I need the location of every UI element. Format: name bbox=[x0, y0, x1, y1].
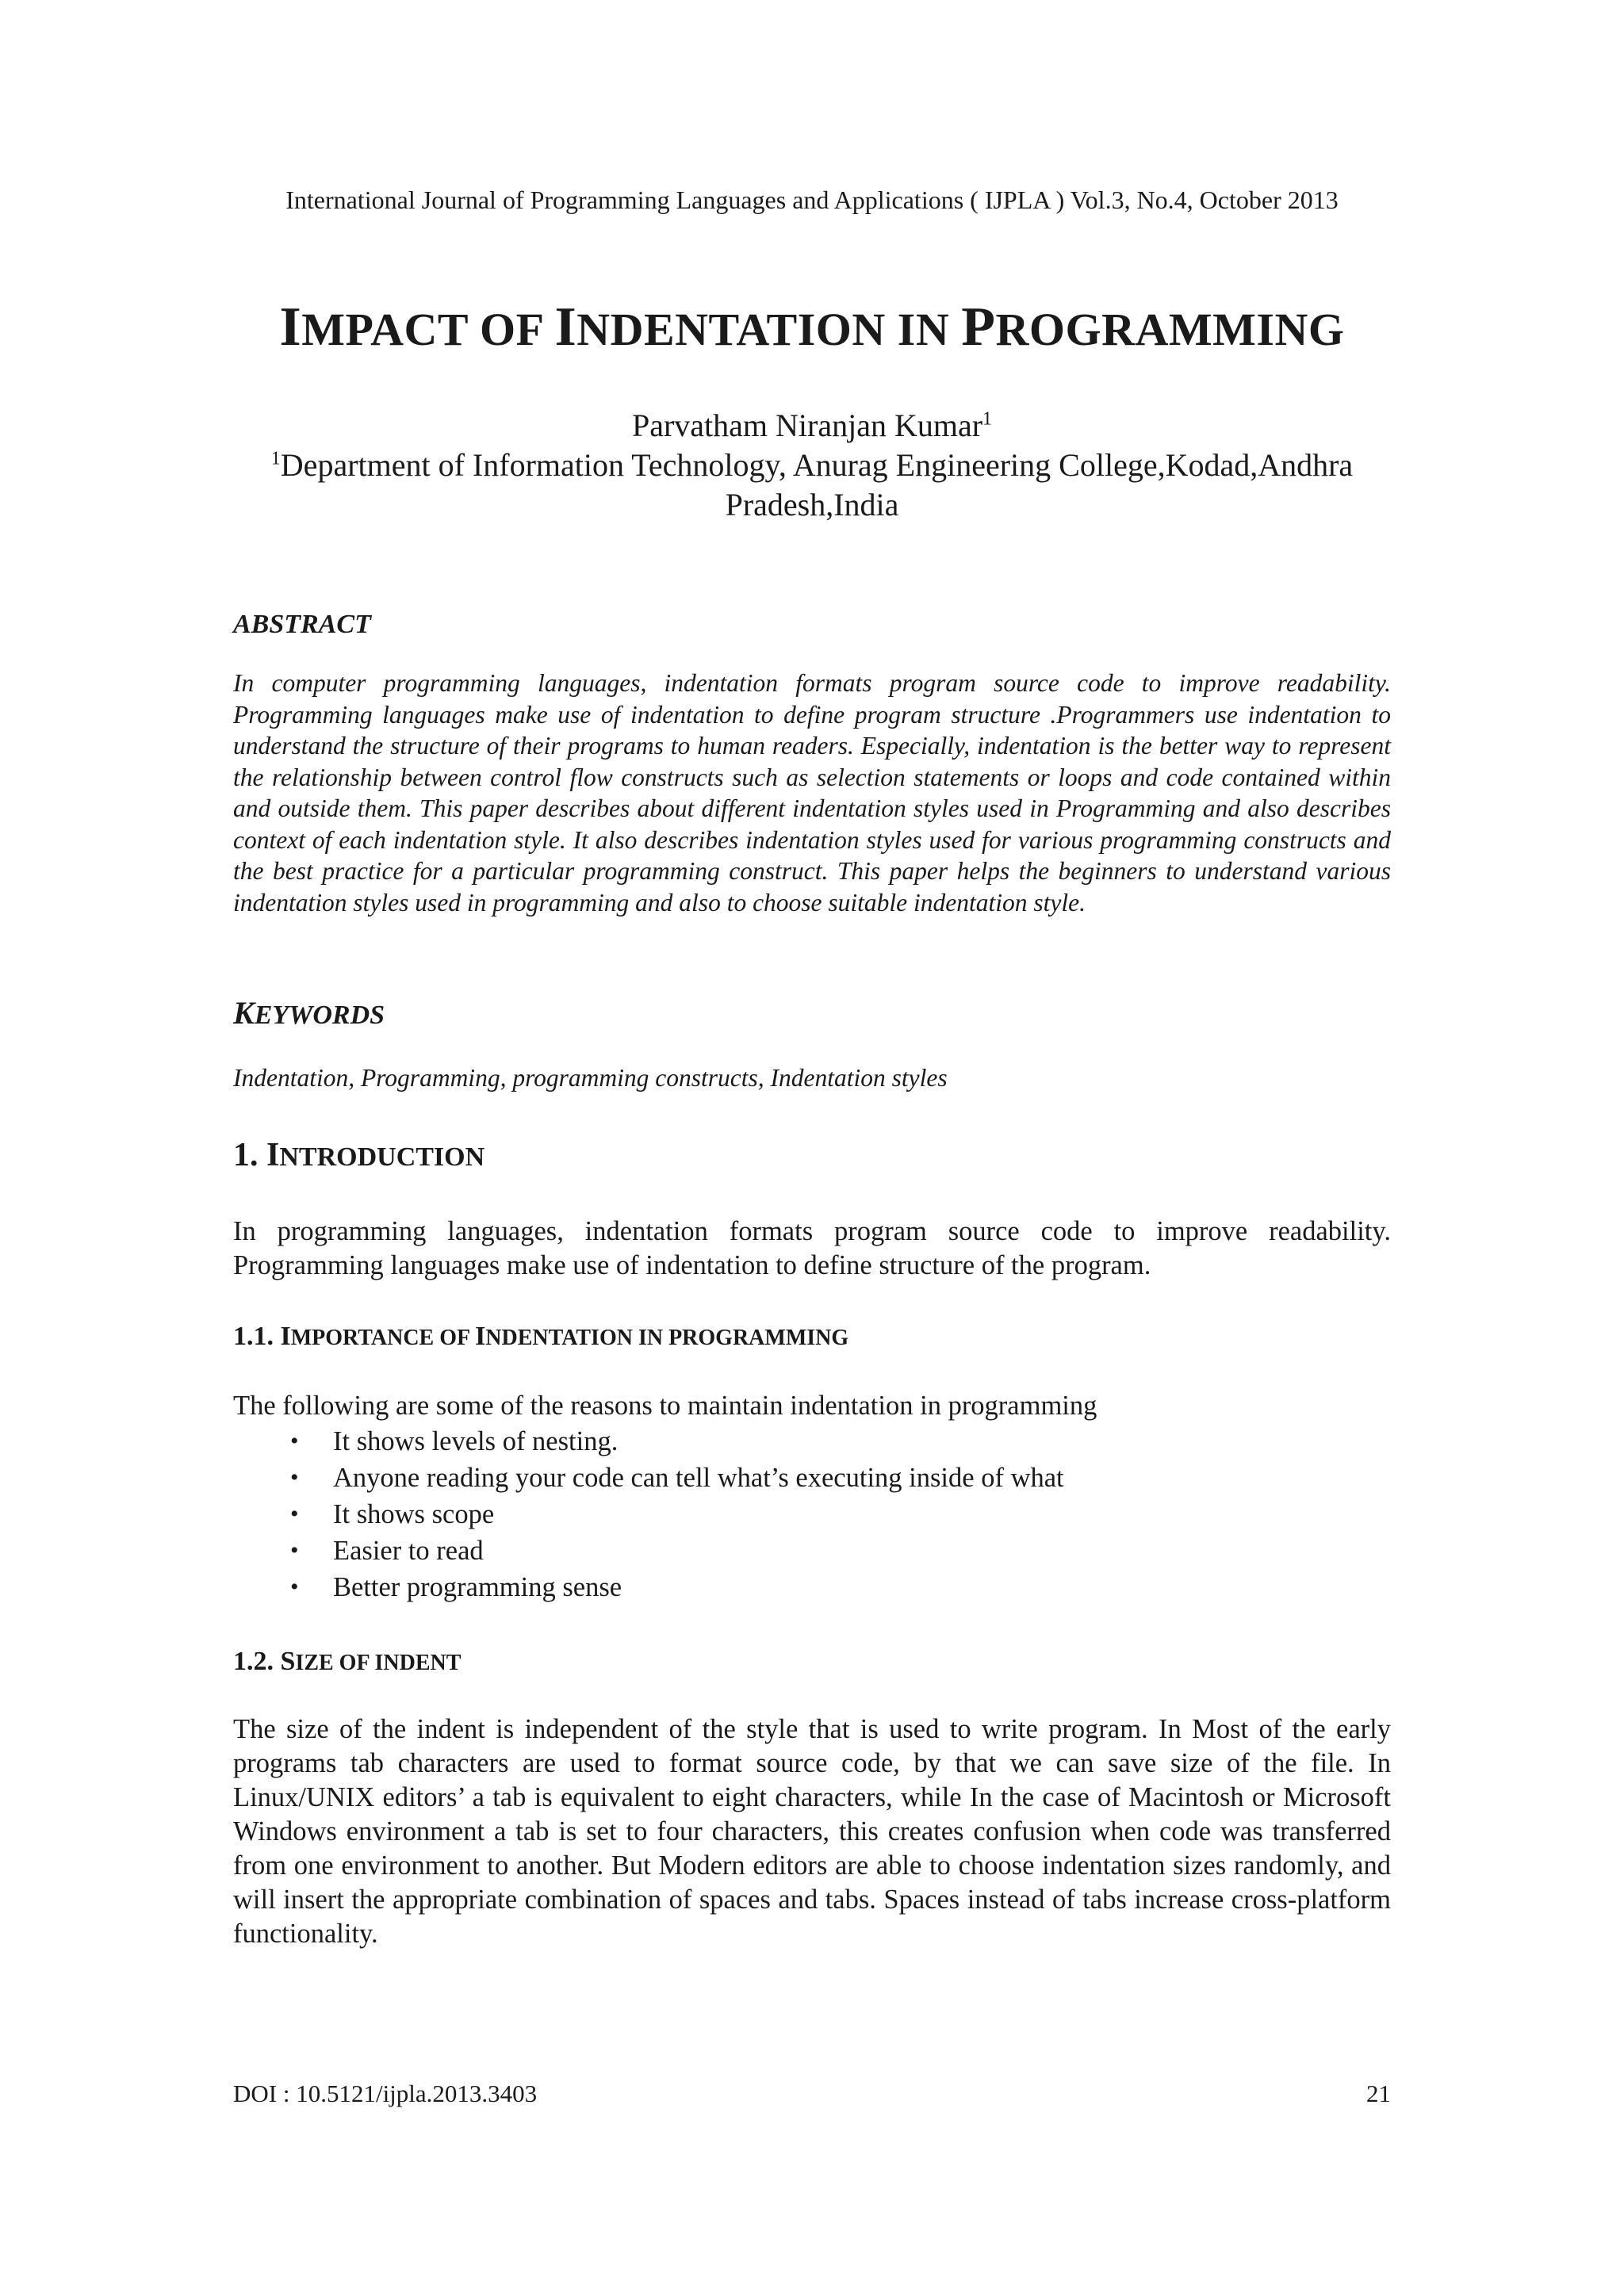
page-number: 21 bbox=[1366, 2080, 1391, 2107]
size-of-indent-body bbox=[233, 1712, 1391, 1951]
author-name: Parvatham Niranjan Kumar bbox=[631, 408, 983, 443]
introduction-number: 1. bbox=[233, 1137, 266, 1173]
introduction-heading-rest: NTRODUCTION bbox=[279, 1142, 485, 1172]
bullet-dot-icon: • bbox=[290, 1574, 299, 1600]
bullet-item bbox=[233, 1423, 1391, 1460]
importance-section bbox=[233, 1322, 1391, 1353]
author-affiliation-mark: 1 bbox=[982, 408, 993, 430]
doi-text: DOI : 10.5121/ijpla.2013.3403 bbox=[233, 2080, 538, 2107]
importance-intro: The following are some of the reasons to maintain indentation in programming bbox=[233, 1391, 1097, 1421]
abstract-section bbox=[233, 609, 1391, 641]
title-cap-3: P bbox=[961, 297, 996, 358]
bullet-item bbox=[233, 1460, 1391, 1496]
introduction-section bbox=[233, 1138, 1391, 1174]
author-line bbox=[206, 406, 1418, 446]
title-rest-1: MPACT OF bbox=[301, 304, 555, 355]
size-of-indent-section bbox=[233, 1647, 1391, 1678]
importance-bullet-list bbox=[233, 1423, 1391, 1605]
importance-rest-1: MPORTANCE OF bbox=[290, 1326, 476, 1350]
importance-cap-2: I bbox=[475, 1322, 486, 1351]
affiliation-line-1 bbox=[206, 446, 1418, 485]
keywords-text: Indentation, Programming, programming constructs, Indentation styles bbox=[233, 1064, 948, 1092]
size-of-indent-text: The size of the indent is independent of the style that is used to write program. In Most of the early programs tab characters are used to format source code, by that we can save size of the file. In Linux/UNIX editors’ a tab is equivalent to eight characters, while In the case of Macintosh or Microsoft Windows environment a tab is set to four characters, this creates confusion when code was transferred from one environment to another. But Modern editors are able to choose indentation sizes randomly, and will insert the appropriate combination of spaces and tabs. Spaces instead of tabs increase cross-platform functionality. bbox=[233, 1714, 1391, 1949]
title-cap-1: I bbox=[279, 297, 302, 358]
size-of-indent-rest: IZE OF INDENT bbox=[295, 1651, 462, 1675]
importance-number: 1.1. bbox=[233, 1322, 281, 1351]
bullet-dot-icon: • bbox=[290, 1464, 299, 1490]
abstract-heading: ABSTRACT bbox=[233, 610, 371, 639]
keywords-heading-cap: K bbox=[233, 995, 255, 1031]
size-of-indent-number: 1.2. bbox=[233, 1647, 281, 1676]
importance-cap-1: I bbox=[280, 1322, 291, 1351]
bullet-item bbox=[233, 1496, 1391, 1533]
bullet-item bbox=[233, 1569, 1391, 1605]
introduction-text: In programming languages, indentation formats program source code to improve readability. Programming languages make use of indentation to define structure of the program. bbox=[233, 1216, 1391, 1280]
size-of-indent-cap: S bbox=[280, 1647, 296, 1676]
keywords-section bbox=[233, 997, 1391, 1031]
title-rest-3: ROGRAMMING bbox=[995, 304, 1345, 355]
keywords-heading bbox=[233, 997, 1391, 1031]
size-of-indent-heading bbox=[233, 1647, 1391, 1678]
importance-heading bbox=[233, 1322, 1391, 1353]
importance-rest-2: NDENTATION IN PROGRAMMING bbox=[485, 1326, 849, 1350]
paper-title bbox=[0, 297, 1624, 358]
page-footer bbox=[233, 2079, 1391, 2109]
running-header: International Journal of Programming Languages and Applications ( IJPLA ) Vol.3, No.4, October 2013 bbox=[285, 186, 1339, 214]
bullet-dot-icon: • bbox=[290, 1501, 299, 1527]
affiliation-mark: 1 bbox=[270, 448, 281, 469]
introduction-heading-cap: I bbox=[266, 1137, 280, 1173]
importance-body bbox=[233, 1389, 1391, 1605]
bullet-dot-icon: • bbox=[290, 1428, 299, 1454]
affiliation-text-1: Department of Information Technology, Anurag Engineering College,Kodad,Andhra bbox=[280, 447, 1354, 483]
author-block bbox=[206, 406, 1418, 525]
bullet-text: It shows levels of nesting. bbox=[333, 1426, 619, 1456]
bullet-text: Easier to read bbox=[333, 1536, 484, 1566]
bullet-text: Anyone reading your code can tell what’s executing inside of what bbox=[333, 1463, 1064, 1493]
keywords-heading-rest: EYWORDS bbox=[254, 1001, 385, 1030]
bullet-item bbox=[233, 1533, 1391, 1569]
abstract-text: In computer programming languages, indentation formats program source code to improve readability. Programming languages make use of indentation to define program structure .Programmers use indentation to understand the structure of their programs to human readers. Especially, indentation is the better way to represent the relationship between control flow constructs such as selection statements or loops and code contained within and outside them. This paper describes about different indentation styles used in Programming and also describes context of each indentation style. It also describes indentation styles used for various programming constructs and the best practice for a particular programming construct. This paper helps the beginners to understand various indentation styles used in programming and also to choose suitable indentation style. bbox=[233, 669, 1391, 916]
keywords-body bbox=[233, 1062, 1391, 1094]
title-rest-2: NDENTATION IN bbox=[576, 304, 962, 355]
bullet-dot-icon: • bbox=[290, 1537, 299, 1563]
title-cap-2: I bbox=[554, 297, 577, 358]
bullet-text: Better programming sense bbox=[333, 1572, 622, 1602]
introduction-body bbox=[233, 1215, 1391, 1283]
bullet-text: It shows scope bbox=[333, 1499, 495, 1529]
abstract-body bbox=[233, 668, 1391, 918]
affiliation-line-2: Pradesh,India bbox=[725, 487, 899, 522]
introduction-heading bbox=[233, 1138, 1391, 1174]
